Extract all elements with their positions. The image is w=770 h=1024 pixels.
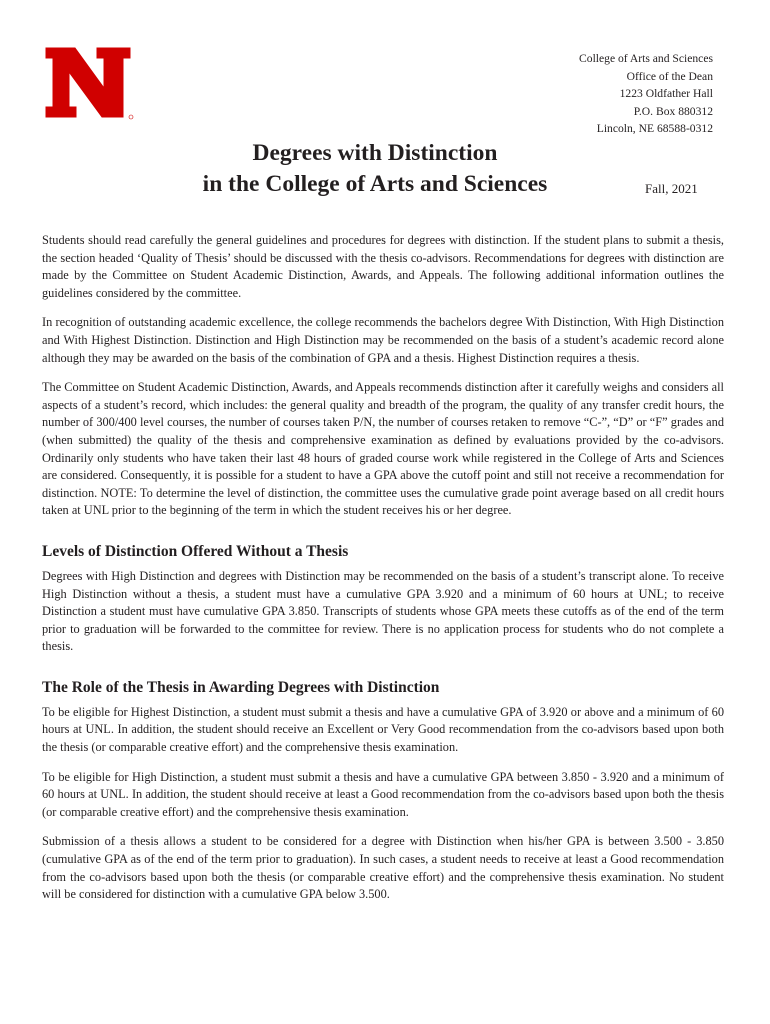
section-paragraph: To be eligible for Highest Distinction, a student must submit a thesis and have a cumulative GPA of 3.920 or above and a minimum of 60 hours at UNL. In addition, the student should receive an Excellent or Very Good recommendation from the co-advisors based upon both the thesis (or comparable creative effort) and the comprehensive thesis examination.: [42, 704, 724, 755]
address-line: P.O. Box 880312: [633, 104, 713, 118]
document-body: [42, 232, 724, 916]
address-line: Lincoln, NE 68588-0312: [596, 122, 713, 135]
address-line: College of Arts and Sciences: [579, 52, 713, 65]
section-paragraph: Submission of a thesis allows a student to be considered for a degree with Distinction when his/her GPA is between 3.500 - 3.850 (cumulative GPA as of the end of the term prior to graduation). In such cases, a student needs to receive at least a Good recommendation from the co-advisors based upon both the thesis (or comparable creative effort) and the comprehensive thesis examination. No student will be considered for distinction with a cumulative GPA below 3.500.: [42, 834, 724, 902]
section-heading: Levels of Distinction Offered Without a Thesis: [42, 542, 349, 560]
page-title: [160, 138, 590, 200]
title-line-1: Degrees with Distinction: [252, 140, 498, 166]
term-label: Fall, 2021: [645, 181, 698, 196]
address-block: [579, 50, 713, 138]
address-line: 1223 Oldfather Hall: [619, 87, 713, 100]
section-paragraph: Degrees with High Distinction and degrees with Distinction may be recommended on the basis of a student’s transcript alone. To receive High Distinction without a thesis, a student must have a cumulative GPA 3.920 and a minimum of 60 hours at UNL; to receive Distinction a student must have cumulative GPA 3.850. Transcripts of students whose GPA meets these cutoffs as of the end of the term prior to graduation will be forwarded to the committee for review. There is no application process for students who do not complete a thesis.: [42, 568, 724, 654]
nebraska-n-logo-icon: [42, 44, 134, 122]
intro-paragraph: In recognition of outstanding academic excellence, the college recommends the bachelors degree With Distinction, With High Distinction and With Highest Distinction. Distinction and High Distinction may be recommended on the basis of a student’s academic record alone although they may be awarded on the basis of the combination of GPA and a thesis. Highest Distinction requires a thesis.: [42, 315, 724, 365]
intro-paragraph: Students should read carefully the general guidelines and procedures for degrees with distinction. If the student plans to submit a thesis, the section headed ‘Quality of Thesis’ should be discussed with the thesis co-advisors. Recommendations for degrees with distinction are made by the Committee on Student Academic Distinction, Awards, and Appeals. The following additional information outlines the guidelines considered by the committee.: [42, 233, 724, 300]
section-paragraph: To be eligible for High Distinction, a student must submit a thesis and have a cumulative GPA between 3.850 - 3.920 and a minimum of 60 hours at UNL. In addition, the student should receive at least a Good recommendation from the co-advisors based upon both the thesis (or comparable creative effort) and the comprehensive thesis examination.: [42, 769, 724, 819]
section-heading: The Role of the Thesis in Awarding Degrees with Distinction: [42, 678, 440, 696]
intro-paragraph: The Committee on Student Academic Distinction, Awards, and Appeals recommends distinction after it carefully weighs and considers all aspects of a student’s record, which includes: the general quality and breadth of the program, the quality of any transfer credit hours, the number of 300/400 level courses, the number of courses taken P/N, the number of courses retaken to remove “C-”, “D” or “F” grades and (when submitted) the quality of the thesis and comprehensive examination as defined by evaluations provided by the co-advisors. Ordinarily only students who have taken their last 48 hours of graded course work while registered in the College of Arts and Sciences are considered. Consequently, it is possible for a student to have a GPA above the cutoff point and still not receive a recommendation for distinction. NOTE: To determine the level of distinction, the committee uses the cumulative grade point average based on all credit hours taken at UNL prior to the beginning of the term in which the student receives his or her degree.: [42, 380, 724, 518]
n-logo-shape: [46, 48, 130, 117]
address-line: Office of the Dean: [626, 69, 713, 83]
title-line-2: in the College of Arts and Sciences: [202, 171, 548, 197]
